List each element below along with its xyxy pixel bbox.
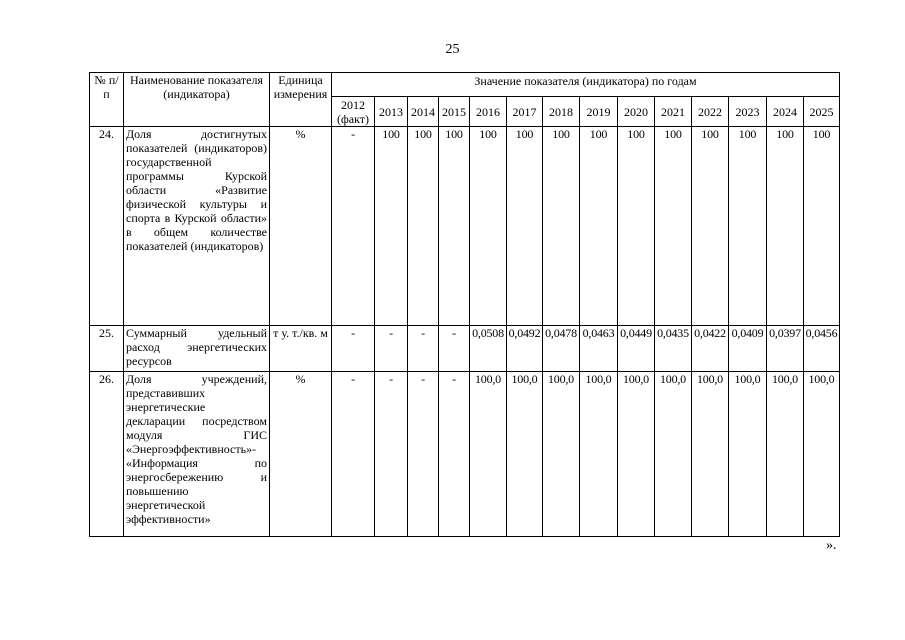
value-cell: 100: [543, 127, 580, 326]
value-cell: -: [332, 372, 375, 537]
value-cell: -: [332, 326, 375, 372]
header-year: 2016: [470, 97, 507, 127]
value-cell: 0,0478: [543, 326, 580, 372]
value-cell: 100: [375, 127, 408, 326]
value-cell: 100,0: [543, 372, 580, 537]
value-cell: 0,0492: [507, 326, 543, 372]
value-cell: 100: [470, 127, 507, 326]
indicator-name: Доля учреждений, представивших энергетические декларации посредством модуля ГИС «Энергоэффективность»- «Информация по энергосбережению и повышению энергетической эффективности»: [124, 372, 270, 537]
value-cell: 0,0508: [470, 326, 507, 372]
value-cell: -: [332, 127, 375, 326]
indicators-table: [89, 72, 840, 537]
header-unit: Единица измерения: [270, 73, 332, 127]
value-cell: 100: [507, 127, 543, 326]
value-cell: 100: [408, 127, 439, 326]
unit-cell: т у. т./кв. м: [270, 326, 332, 372]
table-body: [90, 127, 840, 537]
value-cell: -: [408, 372, 439, 537]
unit-cell: %: [270, 127, 332, 326]
header-year: 2025: [804, 97, 840, 127]
value-cell: 100: [618, 127, 655, 326]
table-row: [90, 326, 840, 372]
row-number: 26.: [90, 372, 124, 537]
value-cell: 100,0: [655, 372, 692, 537]
value-cell: -: [375, 326, 408, 372]
value-cell: 0,0409: [729, 326, 767, 372]
value-cell: 100: [580, 127, 618, 326]
page-number: 25: [445, 42, 460, 57]
closing-mark: ».: [826, 538, 837, 553]
header-num: № п/п: [90, 73, 124, 127]
value-cell: 0,0449: [618, 326, 655, 372]
value-cell: 0,0422: [692, 326, 729, 372]
value-cell: 100: [767, 127, 804, 326]
header-year: 2012 (факт): [332, 97, 375, 127]
value-cell: 100,0: [692, 372, 729, 537]
value-cell: 100: [692, 127, 729, 326]
value-cell: -: [439, 326, 470, 372]
value-cell: -: [375, 372, 408, 537]
header-year: 2014: [408, 97, 439, 127]
value-cell: 100,0: [507, 372, 543, 537]
value-cell: 0,0456: [804, 326, 840, 372]
header-year: 2021: [655, 97, 692, 127]
table-row: [90, 372, 840, 537]
indicator-name: Суммарный удельный расход энергетических ресурсов: [124, 326, 270, 372]
value-cell: 0,0463: [580, 326, 618, 372]
value-cell: 100: [804, 127, 840, 326]
header-year: 2020: [618, 97, 655, 127]
indicator-name: Доля достигнутых показателей (индикаторов) государственной программы Курской области «Развитие физической культуры и спорта в Курской области» в общем количестве показателей (индикаторов): [124, 127, 270, 326]
value-cell: 100,0: [729, 372, 767, 537]
header-year: 2024: [767, 97, 804, 127]
value-cell: 0,0397: [767, 326, 804, 372]
header-year: 2013: [375, 97, 408, 127]
table-row: [90, 127, 840, 326]
header-year: 2015: [439, 97, 470, 127]
header-row-top: [90, 73, 840, 97]
value-cell: 100,0: [580, 372, 618, 537]
value-cell: 100: [655, 127, 692, 326]
row-number: 25.: [90, 326, 124, 372]
header-year: 2019: [580, 97, 618, 127]
header-year: 2018: [543, 97, 580, 127]
value-cell: 100: [439, 127, 470, 326]
value-cell: 100,0: [767, 372, 804, 537]
header-year: 2022: [692, 97, 729, 127]
value-cell: 100,0: [618, 372, 655, 537]
value-cell: 100,0: [470, 372, 507, 537]
header-year: 2017: [507, 97, 543, 127]
value-cell: 100: [729, 127, 767, 326]
value-cell: 100,0: [804, 372, 840, 537]
value-cell: -: [408, 326, 439, 372]
value-cell: -: [439, 372, 470, 537]
header-year: 2023: [729, 97, 767, 127]
header-name: Наименование показателя (индикатора): [124, 73, 270, 127]
row-number: 24.: [90, 127, 124, 326]
value-cell: 0,0435: [655, 326, 692, 372]
unit-cell: %: [270, 372, 332, 537]
header-values: Значение показателя (индикатора) по годам: [332, 73, 840, 97]
